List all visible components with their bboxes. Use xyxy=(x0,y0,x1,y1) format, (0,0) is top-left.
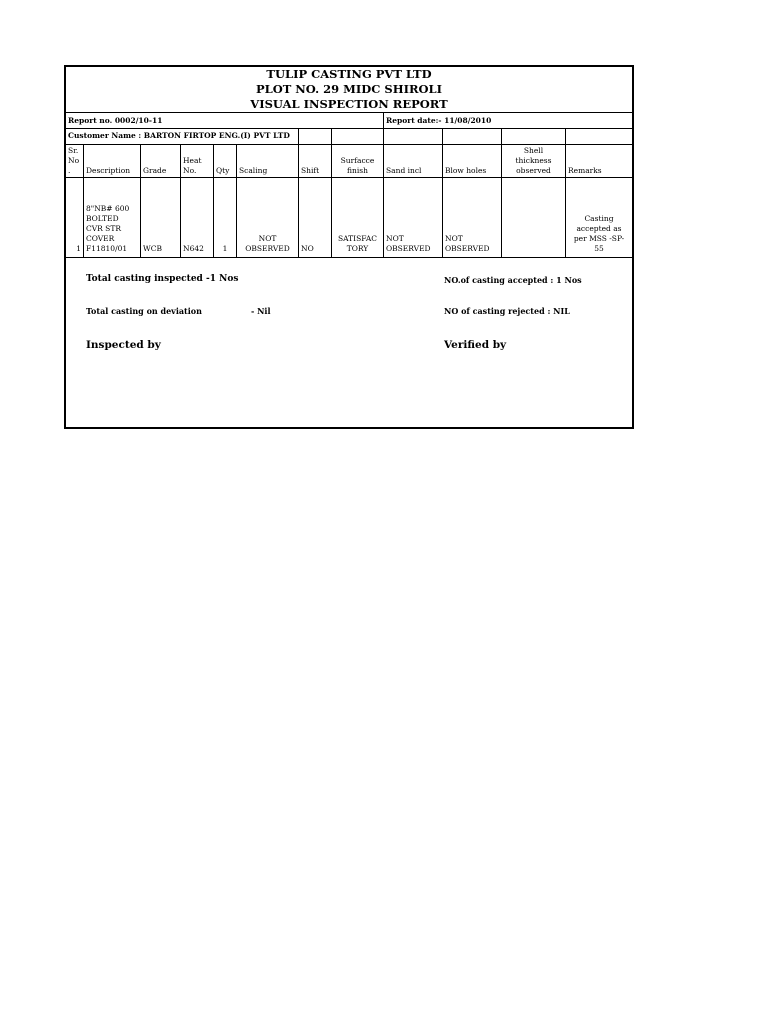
grid-line xyxy=(442,144,443,257)
company-address: PLOT NO. 29 MIDC SHIROLI xyxy=(255,82,442,96)
row-scaling-line1: NOT xyxy=(258,234,277,243)
header-scaling: Scaling xyxy=(239,166,268,175)
header-heat-line2: No. xyxy=(183,166,197,175)
row-heat-no: N642 xyxy=(183,244,204,253)
grid-line xyxy=(331,128,332,144)
row-blow-line2: OBSERVED xyxy=(445,244,490,253)
deviation-value: - Nil xyxy=(251,306,271,316)
grid-line xyxy=(66,257,632,258)
row-description-line1: 8"NB# 600 xyxy=(86,204,130,213)
header-sr-line2: No xyxy=(68,156,80,165)
company-name: TULIP CASTING PVT LTD xyxy=(266,67,432,81)
grid-line xyxy=(83,144,84,257)
total-inspected: Total casting inspected -1 Nos xyxy=(86,274,239,284)
header-shell-line2: thickness xyxy=(515,156,552,165)
header-heat-line1: Heat xyxy=(183,156,202,165)
casting-accepted: NO.of casting accepted : 1 Nos xyxy=(444,275,582,285)
grid-line xyxy=(383,144,384,257)
header-surface-line1: Surfacce xyxy=(340,156,375,165)
row-surface-line1: SATISFAC xyxy=(338,234,377,243)
row-blow-line1: NOT xyxy=(445,234,463,243)
grid-line xyxy=(66,112,632,113)
grid-line xyxy=(565,128,566,144)
header-shell-line3: observed xyxy=(516,166,551,175)
header-sand-incl: Sand incl xyxy=(386,166,422,175)
row-sand-line2: OBSERVED xyxy=(386,244,431,253)
header-grade: Grade xyxy=(143,166,167,175)
header-surface-line2: finish xyxy=(347,166,368,175)
grid-line xyxy=(66,144,632,145)
casting-rejected: NO of casting rejected : NIL xyxy=(444,306,570,316)
row-description-line3: CVR STR xyxy=(86,224,121,233)
header-shell-line1: Shell xyxy=(523,146,544,155)
grid-line xyxy=(66,177,632,178)
row-remarks-line3: per MSS -SP- xyxy=(573,234,625,243)
row-remarks-line4: 55 xyxy=(594,244,604,253)
report-number: Report no. 0002/10-11 xyxy=(68,116,163,125)
customer-name: Customer Name : BARTON FIRTOP ENG.(I) PVT LTD xyxy=(68,131,290,140)
row-description-line4: COVER xyxy=(86,234,115,243)
inspected-by: Inspected by xyxy=(86,339,161,351)
header-sr-line3: . xyxy=(68,166,71,175)
header-blow-holes: Blow holes xyxy=(445,166,487,175)
row-sand-line1: NOT xyxy=(386,234,404,243)
verified-by: Verified by xyxy=(444,339,507,351)
grid-line xyxy=(383,128,384,144)
row-remarks-line1: Casting xyxy=(584,214,614,223)
grid-line xyxy=(66,128,632,129)
row-description-line5: F11810/01 xyxy=(86,244,128,253)
grid-line xyxy=(501,128,502,144)
report-date: Report date:- 11/08/2010 xyxy=(386,116,492,125)
row-surface-line2: TORY xyxy=(346,244,369,253)
grid-line xyxy=(383,112,384,128)
grid-line xyxy=(180,144,181,257)
row-scaling-line2: OBSERVED xyxy=(245,244,290,253)
row-remarks-line2: accepted as xyxy=(576,224,622,233)
row-sr: 1 xyxy=(76,244,81,253)
grid-line xyxy=(140,144,141,257)
row-grade: WCB xyxy=(143,244,162,253)
row-description-line2: BOLTED xyxy=(86,214,119,223)
grid-line xyxy=(298,128,299,144)
header-shift: Shift xyxy=(301,166,320,175)
report-title: VISUAL INSPECTION REPORT xyxy=(250,97,448,111)
row-shift: NO xyxy=(301,244,314,253)
grid-line xyxy=(298,144,299,257)
grid-line xyxy=(442,128,443,144)
inspection-report-sheet xyxy=(64,65,634,429)
header-qty: Qty xyxy=(216,166,230,175)
row-qty: 1 xyxy=(222,244,228,253)
header-sr-line1: Sr. xyxy=(68,146,79,155)
deviation-label: Total casting on deviation xyxy=(86,306,202,316)
header-description: Description xyxy=(86,166,131,175)
header-remarks: Remarks xyxy=(568,166,602,175)
grid-line xyxy=(213,144,214,257)
